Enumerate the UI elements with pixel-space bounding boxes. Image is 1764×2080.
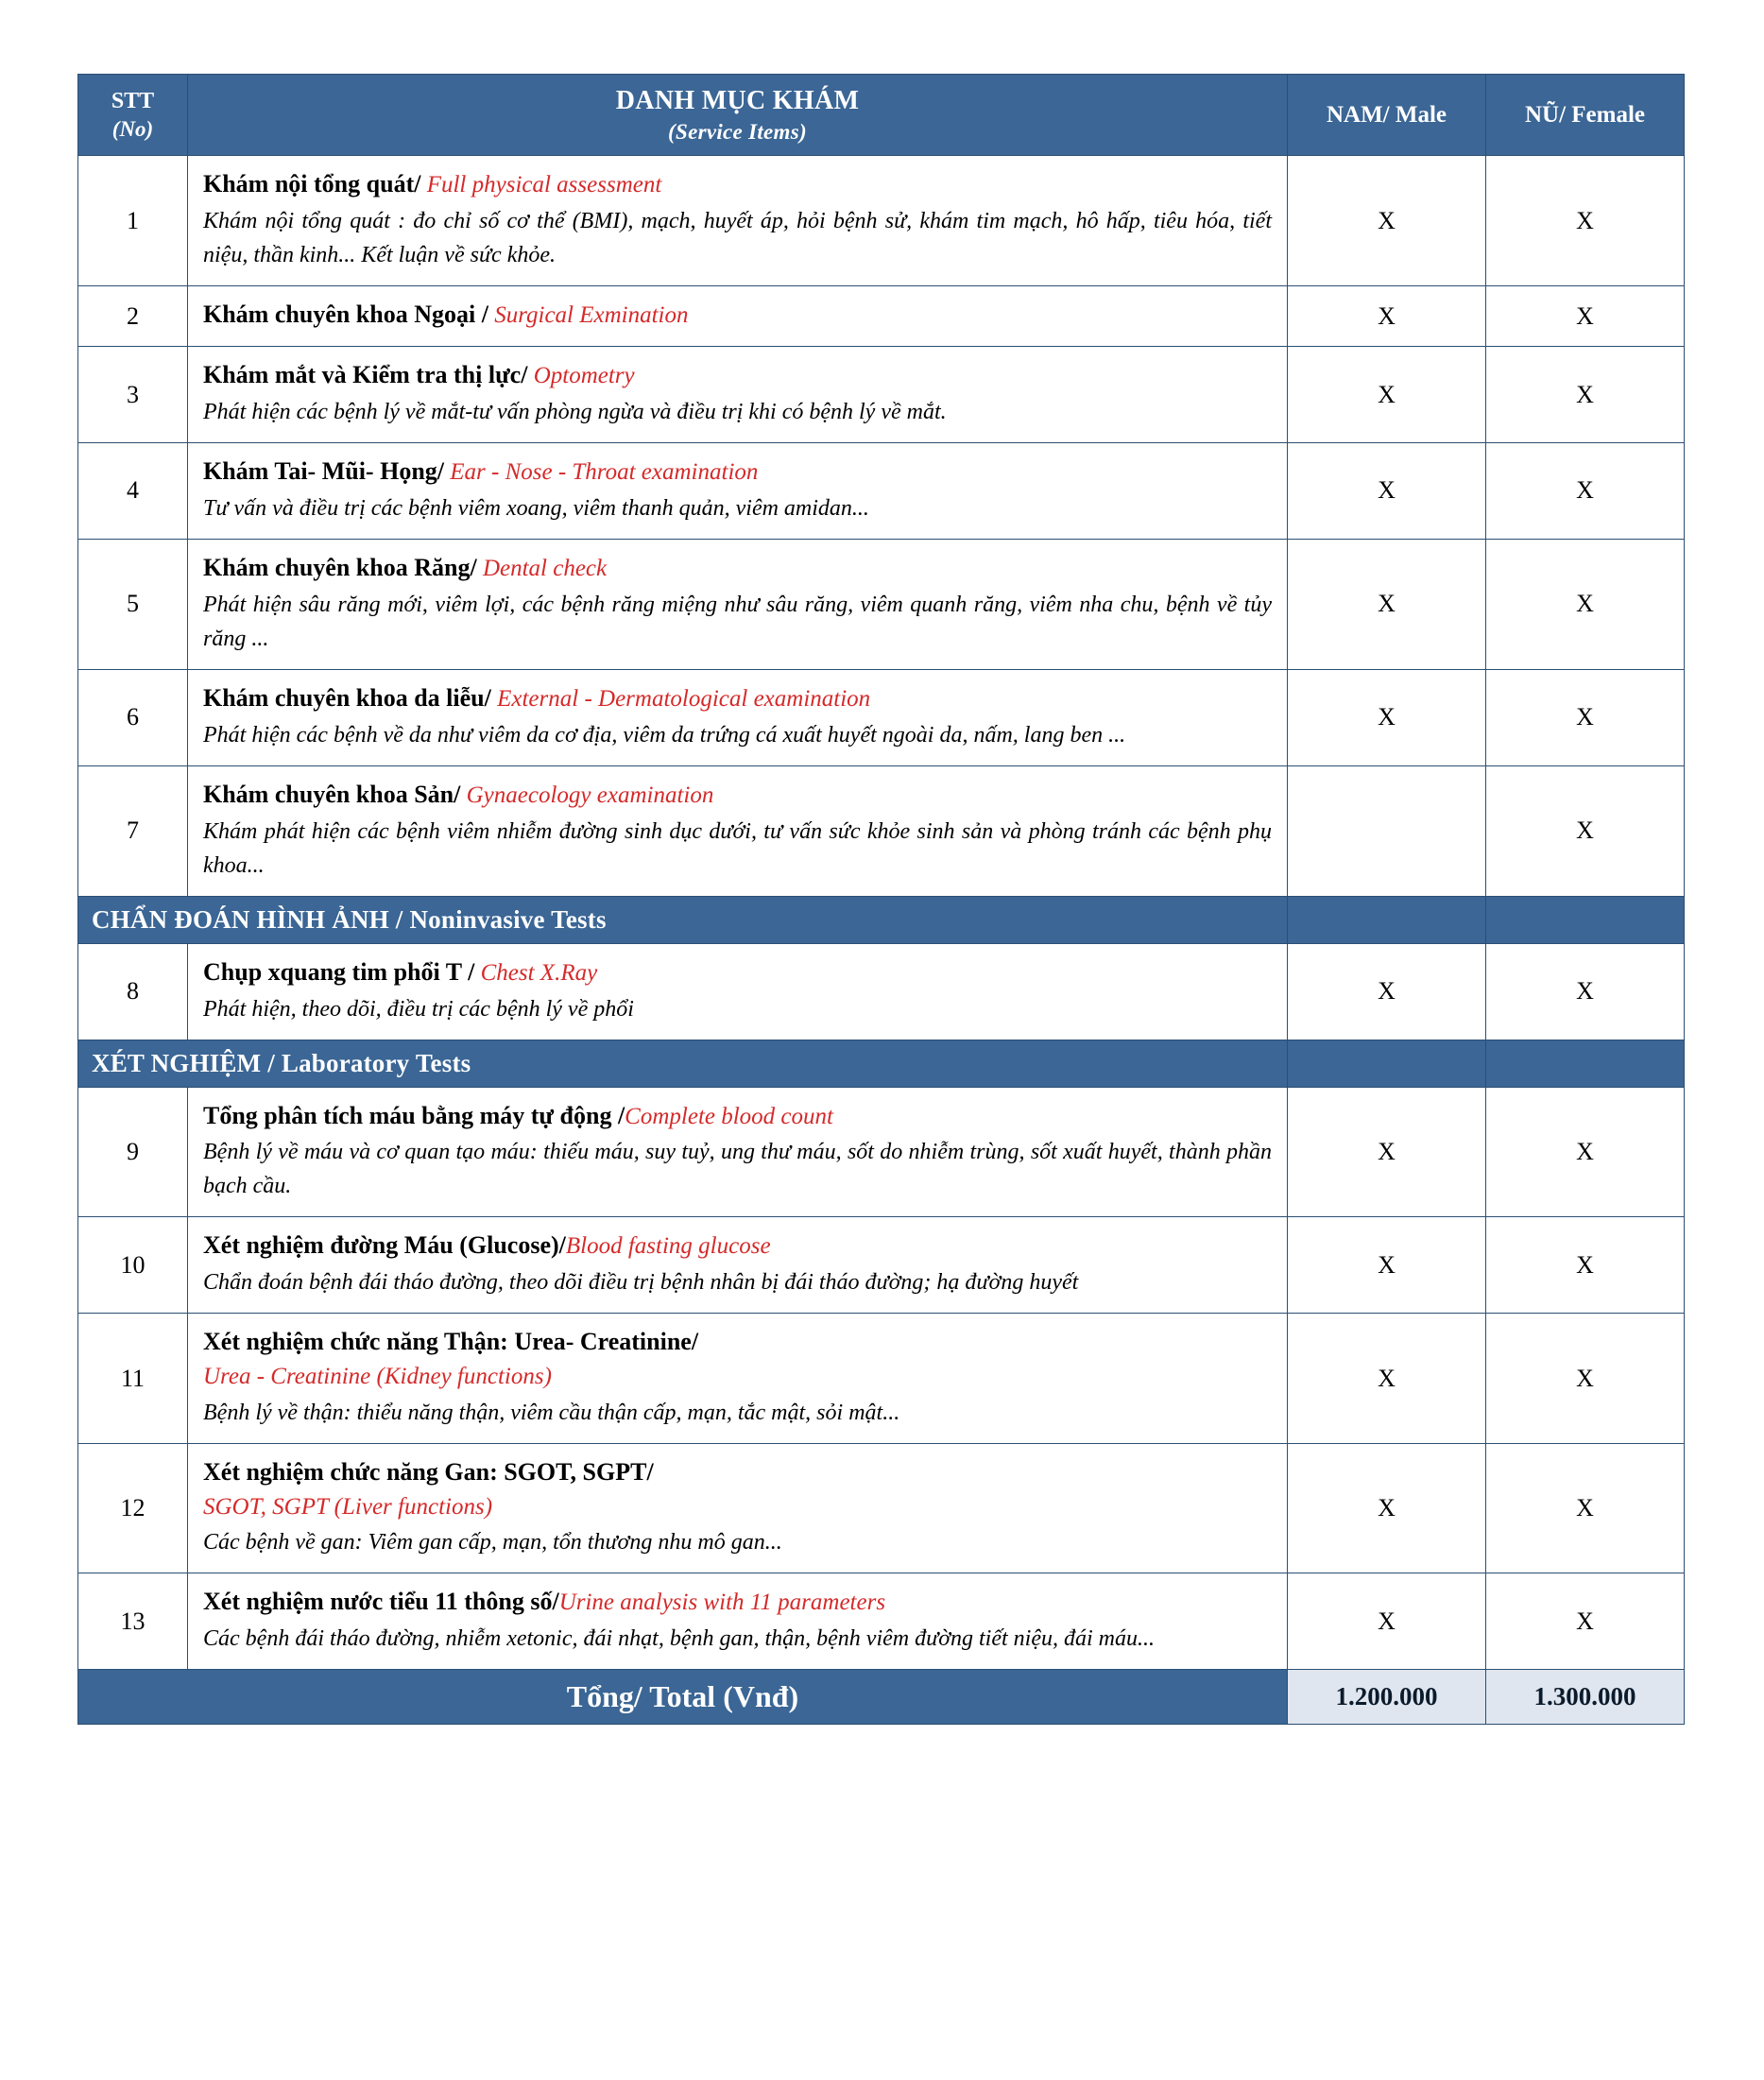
service-detail: Tư vấn và điều trị các bệnh viêm xoang, viêm thanh quản, viêm amidan... [203,495,869,521]
service-description-cell [188,539,1288,669]
service-detail: Phát hiện các bệnh về da như viêm da cơ địa, viêm da trứng cá xuất huyết ngoài da, nấm, lang ben ... [203,722,1126,748]
table-row [78,765,1685,896]
table-section-row [78,896,1685,943]
female-mark: X [1486,669,1685,765]
service-description-cell [188,347,1288,443]
table-row [78,1573,1685,1670]
service-title-en: Dental check [476,555,608,581]
column-header-items-sub: (Service Items) [668,119,807,144]
table-body [78,156,1685,1725]
service-title-vi: Xét nghiệm chức năng Gan: SGOT, SGPT/ [203,1457,654,1486]
row-number: 12 [78,1443,188,1573]
total-label: Tổng/ Total (Vnđ) [78,1670,1288,1725]
row-number: 10 [78,1217,188,1314]
table-header-row [78,75,1685,156]
female-mark: X [1486,765,1685,896]
service-title-en: Chest X.Ray [474,959,598,986]
female-mark: X [1486,943,1685,1040]
service-title-vi: Xét nghiệm chức năng Thận: Urea- Creatinine/ [203,1328,699,1356]
male-mark: X [1288,1443,1486,1573]
male-mark: X [1288,669,1486,765]
service-title-vi: Khám mắt và Kiểm tra thị lực/ [203,361,528,389]
table-row [78,1443,1685,1573]
section-female-cell [1486,1040,1685,1087]
section-female-cell [1486,896,1685,943]
service-detail: Khám phát hiện các bệnh viêm nhiễm đường sinh dục dưới, tư vấn sức khỏe sinh sản và phòng tránh các bệnh phụ khoa... [203,818,1272,878]
service-price-table [77,74,1685,1725]
row-number: 13 [78,1573,188,1670]
male-mark: X [1288,286,1486,347]
female-mark: X [1486,1314,1685,1443]
service-title-en: Gynaecology examination [460,782,714,808]
male-mark: X [1288,1573,1486,1670]
service-detail: Phát hiện các bệnh lý về mắt-tư vấn phòng ngừa và điều trị khi có bệnh lý về mắt. [203,399,947,424]
table-row [78,1217,1685,1314]
female-mark: X [1486,1573,1685,1670]
column-header-items [188,75,1288,156]
service-description-cell [188,156,1288,286]
row-number: 1 [78,156,188,286]
service-title-en: External - Dermatological examination [490,685,871,712]
row-number: 7 [78,765,188,896]
column-header-female: NŨ/ Female [1486,75,1685,156]
service-description-cell [188,286,1288,347]
table-row [78,286,1685,347]
female-mark: X [1486,442,1685,539]
service-title-en: Optometry [527,363,635,389]
service-title-en: Ear - Nose - Throat examination [444,458,759,485]
female-mark: X [1486,1443,1685,1573]
row-number: 2 [78,286,188,347]
male-mark [1288,765,1486,896]
service-detail: Các bệnh về gan: Viêm gan cấp, mạn, tổn thương nhu mô gan... [203,1530,782,1556]
male-mark: X [1288,1314,1486,1443]
service-detail: Chẩn đoán bệnh đái tháo đường, theo dõi điều trị bệnh nhân bị đái tháo đường; hạ đường huyết [203,1270,1079,1296]
service-title-vi: Khám nội tổng quát/ [203,170,421,198]
service-title-en: Urea - Creatinine (Kidney functions) [203,1364,552,1390]
service-title-vi: Khám chuyên khoa Răng/ [203,553,477,581]
row-number: 4 [78,442,188,539]
female-mark: X [1486,286,1685,347]
service-description-cell [188,1314,1288,1443]
row-number: 3 [78,347,188,443]
service-detail: Phát hiện sâu răng mới, viêm lợi, các bệnh răng miệng như sâu răng, viêm quanh răng, viêm nha chu, bệnh về tủy răng ... [203,592,1272,651]
row-number: 11 [78,1314,188,1443]
female-mark: X [1486,539,1685,669]
male-mark: X [1288,943,1486,1040]
female-mark: X [1486,347,1685,443]
table-row [78,156,1685,286]
female-mark: X [1486,1087,1685,1217]
row-number: 9 [78,1087,188,1217]
column-header-no-main: STT [111,88,155,113]
service-description-cell [188,669,1288,765]
total-female-value: 1.300.000 [1486,1670,1685,1725]
service-title-vi: Khám chuyên khoa da liễu/ [203,683,491,712]
service-title-en: Surgical Exmination [488,302,689,329]
male-mark: X [1288,347,1486,443]
service-description-cell [188,1443,1288,1573]
service-detail: Bệnh lý về máu và cơ quan tạo máu: thiếu máu, suy tuỷ, ung thư máu, sốt do nhiễm trùng, sốt xuất huyết, thành phần bạch cầu. [203,1140,1272,1199]
male-mark: X [1288,539,1486,669]
male-mark: X [1288,156,1486,286]
section-label: XÉT NGHIỆM / Laboratory Tests [78,1040,1288,1087]
service-description-cell [188,1087,1288,1217]
table-section-row [78,1040,1685,1087]
row-number: 5 [78,539,188,669]
service-title-vi: Xét nghiệm đường Máu (Glucose)/ [203,1231,566,1260]
service-title-vi: Khám Tai- Mũi- Họng/ [203,456,444,485]
female-mark: X [1486,156,1685,286]
section-label: CHẨN ĐOÁN HÌNH ẢNH / Noninvasive Tests [78,896,1288,943]
female-mark: X [1486,1217,1685,1314]
service-title-vi: Chụp xquang tim phổi T / [203,957,475,986]
column-header-no-sub: (No) [111,117,154,142]
service-detail: Khám nội tổng quát : đo chỉ số cơ thể (BMI), mạch, huyết áp, hỏi bệnh sử, khám tim mạch, hô hấp, tiêu hóa, tiết niệu, thần kinh... Kết luận về sức khỏe. [203,209,1272,268]
section-male-cell [1288,1040,1486,1087]
column-header-items-main: DANH MỤC KHÁM [615,86,860,115]
service-detail: Phát hiện, theo dõi, điều trị các bệnh lý về phổi [203,996,634,1022]
service-detail: Bệnh lý về thận: thiểu năng thận, viêm cầu thận cấp, mạn, tắc mật, sỏi mật... [203,1400,900,1425]
column-header-no [78,75,188,156]
service-description-cell [188,1573,1288,1670]
service-description-cell [188,442,1288,539]
table-row [78,442,1685,539]
table-header [78,75,1685,156]
service-description-cell [188,943,1288,1040]
service-title-vi: Khám chuyên khoa Ngoại / [203,301,488,329]
table-row [78,1314,1685,1443]
male-mark: X [1288,1087,1486,1217]
row-number: 8 [78,943,188,1040]
table-row [78,347,1685,443]
table-row [78,943,1685,1040]
service-title-en: SGOT, SGPT (Liver functions) [203,1493,493,1520]
table-row [78,1087,1685,1217]
table-row [78,539,1685,669]
service-title-vi: Tổng phân tích máu bằng máy tự động / [203,1101,625,1129]
service-title-vi: Xét nghiệm nước tiểu 11 thông số/ [203,1588,559,1616]
service-description-cell [188,765,1288,896]
service-title-en: Urine analysis with 11 parameters [558,1590,886,1616]
service-title-en: Complete blood count [625,1103,833,1129]
table-total-row [78,1670,1685,1725]
section-male-cell [1288,896,1486,943]
row-number: 6 [78,669,188,765]
service-detail: Các bệnh đái tháo đường, nhiễm xetonic, đái nhạt, bệnh gan, thận, bệnh viêm đường tiết niệu, đái máu... [203,1626,1155,1652]
column-header-male: NAM/ Male [1288,75,1486,156]
service-title-en: Full physical assessment [420,172,662,198]
service-title-en: Blood fasting glucose [565,1233,771,1260]
service-title-vi: Khám chuyên khoa Sản/ [203,780,461,808]
male-mark: X [1288,442,1486,539]
service-description-cell [188,1217,1288,1314]
male-mark: X [1288,1217,1486,1314]
total-male-value: 1.200.000 [1288,1670,1486,1725]
table-row [78,669,1685,765]
